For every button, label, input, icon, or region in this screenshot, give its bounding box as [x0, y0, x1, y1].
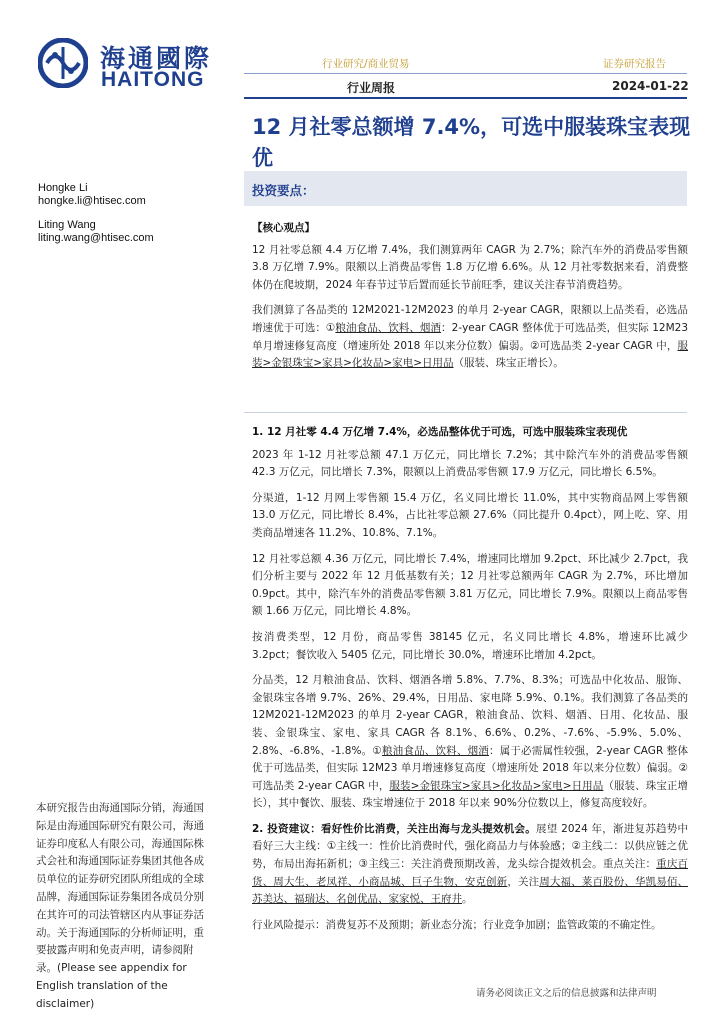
section-heading: 1. 12 月社零 4.4 万亿增 7.4%，必选品整体优于可选，可选中服装珠宝表现优 [252, 426, 628, 438]
paragraph: 12 月社零总额 4.36 万亿元，同比增长 7.4%，增速同比增加 9.2pct、环比减少 2.7pct，我们分析主要与 2022 年 12 月低基数有关；12 月社零总额两年 CAGR 为 2.7%，环比增加 0.9pct。其中，除汽车外的消费品零售额 3.81 万亿元，同比增长 7.9%。限额以上商品零售额 1.66 万亿元，同比增长 4.8%。 [252, 552, 688, 618]
disclaimer: 本研究报告由海通国际分销，海通国际是由海通国际研究有限公司，海通证券印度私人有限公司，海通国际株式会社和海通国际证券集团其他各成员单位的证券研究团队所组成的全球品牌，海通国际证券集团各成员分别在其许可的司法管辖区内从事证券活动。关于海通国际的分析师证明，重要披露声明和免责声明，请参阅附录。(Please see appendix for English translation of the disclaimer) [36, 802, 204, 1010]
paragraph: 按消费类型，12 月份，商品零售 38145 亿元，名义同比增长 4.8%，增速环比减少 3.2pct；餐饮收入 5405 亿元，同比增长 30.0%，增速环比增加 4.2pct。 [252, 630, 688, 661]
logo-en-name: HAITONG [101, 68, 205, 91]
report-body-main [252, 424, 688, 934]
report-type: 行业周报 [347, 81, 396, 95]
report-title: 12 月社零总额增 7.4%，可选中服装珠宝表现优 [252, 115, 691, 170]
header-divider [244, 73, 687, 74]
report-date: 2024-01-22 [612, 79, 689, 93]
author-email[interactable]: hongke.li@htisec.com [38, 194, 146, 207]
author-name: Liting Wang [38, 219, 96, 231]
paragraph: 分渠道，1-12 月网上零售额 15.4 万亿，名义同比增长 11.0%，其中实物商品网上零售额 13.0 万亿元，同比增长 8.4%，占比社零总额 27.6%（同比提升 0.4pct），网上吃、穿、用类商品增速各 11.2%、10.8%、7.1%。 [252, 491, 688, 539]
author-name: Hongke Li [38, 182, 88, 194]
report-series: 证券研究报告 [603, 58, 666, 70]
paragraph: 2023 年 1-12 月社零总额 47.1 万亿元，同比增长 7.2%；其中除汽车外的消费品零售额 42.3 万亿元，同比增长 7.3%，限额以上消费品零售额 17.9 万亿元，同比增长 6.5%。 [252, 448, 688, 479]
header-bottom-rule [244, 97, 687, 99]
author-block [38, 182, 154, 244]
paragraph: 我们测算了各品类的 12M2021-12M2023 的单月 2-year CAGR，限额以上品类看，必选品增速优于可选：①粮油食品、饮料、烟酒：2-year CAGR 整体优于可选品类，但实际 12M23 单月增速修复高度（增速所处 2018 年以来分位数）偏弱。②可选品类 2-year CAGR 中，服装>金银珠宝>家具>化妆品>家电>日用品（服装、珠宝正增长）。 [252, 304, 688, 370]
section-divider [244, 412, 687, 413]
haitong-logo-icon [38, 38, 88, 88]
core-view-label: 【核心观点】 [252, 222, 315, 234]
paragraph: 12 月社零总额 4.4 万亿增 7.4%，我们测算两年 CAGR 为 2.7%；除汽车外的消费品零售额 3.8 万亿增 7.9%。限额以上消费品零售 1.8 万亿增 6.6%。从 12 月社零数据来看，消费整体仍在爬坡期，2024 年春节过节后置而延长节前旺季，建议关注春节消费趋势。 [252, 243, 688, 291]
logo-cn-name: 海通國際 [100, 44, 213, 73]
report-body [252, 220, 688, 373]
footer-notice: 请务必阅读正文之后的信息披露和法律声明 [476, 988, 657, 999]
author-email[interactable]: liting.wang@htisec.com [38, 231, 154, 244]
paragraph: 分品类，12 月粮油食品、饮料、烟酒各增 5.8%、7.7%、8.3%；可选品中化妆品、服饰、金银珠宝各增 9.7%、26%、29.4%，日用品、家电降 5.9%、0.1%。我们测算了各品类的 12M2021-12M2023 的单月 2-year CAGR，粮油食品、饮料、烟酒、日用、化妆品、服装、金银珠宝、家电、家具 CAGR 各 8.1%、6.6%、0.2%、-7.6%、-5.9%、5.0%、2.8%、-6.8%、-1.8%。①粮油食品、饮料、烟酒：属于必需属性较强，2-year CAGR 整体优于可选品类，但实际 12M23 单月增速修复高度（增速所处 2018 年以来分位数）偏弱。②可选品类 2-year CAGR 中，服装>金银珠宝>家具>化妆品>家电>日用品（服装、珠宝正增长），其中餐饮、服装、珠宝增速位于 2018 年以来 90%分位数以上，修复高度较好。 [252, 674, 689, 810]
report-category: 行业研究/商业贸易 [322, 58, 410, 70]
haitong-logo [38, 38, 218, 92]
paragraph: 2. 投资建议：看好性价比消费，关注出海与龙头提效机会。展望 2024 年，渐进复苏趋势中看好三大主线：①主线一：性价比消费时代，强化商品力与体验感；②主线二：以供应链之优势，布局出海拓新机；③主线三：关注消费预期改善，龙头综合提效机会。重点关注：重庆百货、周大生、老凤祥、小商品城、巨子生物、安克创新，关注周大福、莱百股份、华凯易佰、苏美达、福瑞达、名创优品、家家悦、王府井。 [252, 822, 689, 906]
risk-warning: 行业风险提示：消费复苏不及预期；新业态分流；行业竞争加剧；监管政策的不确定性。 [252, 918, 662, 931]
invest-points-label: 投资要点： [252, 183, 315, 198]
